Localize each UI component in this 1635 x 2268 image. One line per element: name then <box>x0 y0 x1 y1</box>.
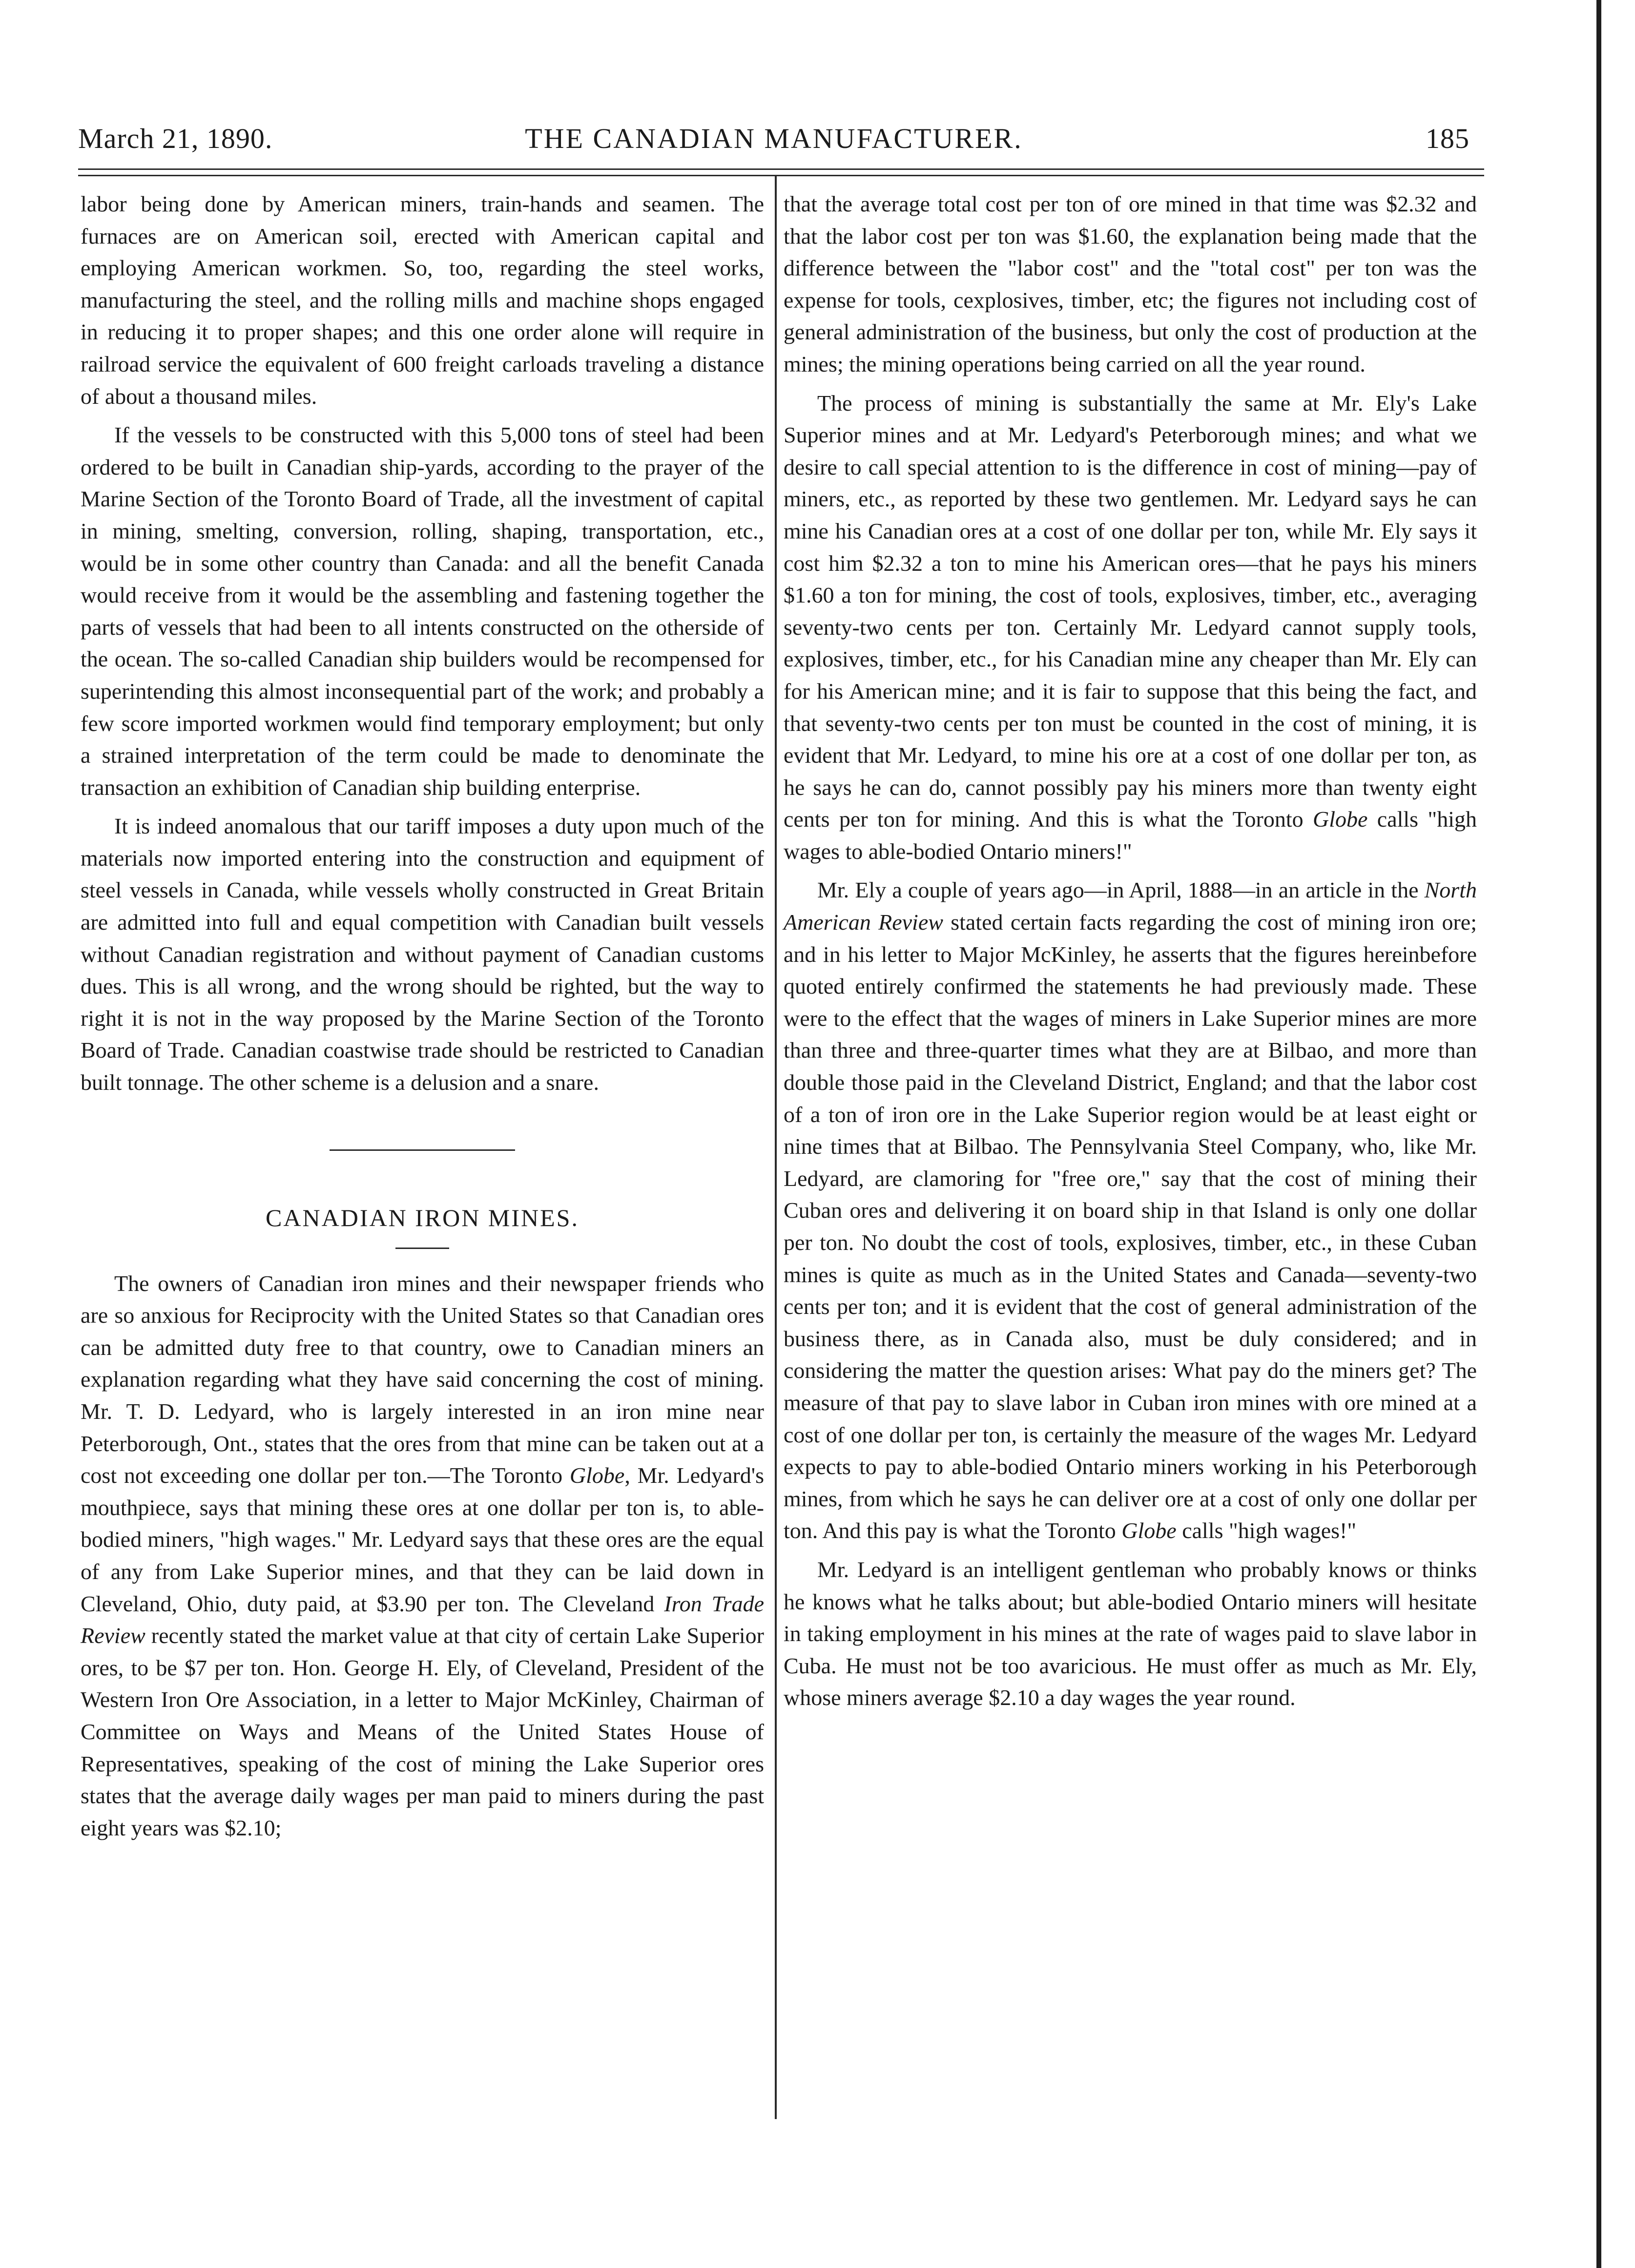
heading-underline-rule <box>395 1248 449 1249</box>
newspaper-name: Globe <box>1313 807 1368 832</box>
page-header <box>78 122 1469 161</box>
paragraph: Mr. Ledyard is an intelligent gentleman who probably knows or thinks he knows what he talks about; but able-bodied Ontario miners will hesitate in taking employment in his mines at the rate of wages paid to slave labor in Cuba. He must not be too avaricious. He must offer as much as Mr. Ely, whose miners average $2.10 a day wages the year round. <box>784 1557 1477 1710</box>
paragraph: The owners of Canadian iron mines and their newspaper friends who are so anxious for Reciprocity with the United States so that Canadian ores can be admitted duty free to that country, owe to Canadian miners an explanation regarding what they have said concerning the cost of mining. Mr. T. D. Ledyard, who is largely interested in an iron mine near Peterborough, Ont., states that the ores from that mine can be taken out at a cost not exceeding one dollar per ton.—The Toronto Globe, Mr. Ledyard's mouthpiece, says that mining these ores at one dollar per ton is, to able-bodied miners, "high wages." Mr. Ledyard says that these ores are the equal of any from Lake Superior mines, and that they can be laid down in Cleveland, Ohio, duty paid, at $3.90 per ton. The Cleveland Iron Trade Review recently stated the market value at that city of certain Lake Superior ores, to be $7 per ton. Hon. George H. Ely, of Cleveland, President of the Western Iron Ore Association, in a letter to Major McKinley, Chairman of Committee on Ways and Means of the United States House of Representatives, speaking of the cost of mining the Lake Superior ores states that the average daily wages per man paid to miners during the past eight years was $2.10; <box>81 1270 764 1840</box>
left-column <box>81 188 764 1844</box>
paragraph: It is indeed anomalous that our tariff imposes a duty upon much of the materials now imported entering into the construction and equipment of steel vessels in Canada, while vessels wholly constructed in Great Britain are admitted into full and equal competition with Canadian built vessels without Canadian registration and without payment of Canadian customs dues. This is all wrong, and the wrong should be righted, but the way to right it is not in the way proposed by the Marine Section of the Toronto Board of Trade. Canadian coastwise trade should be restricted to Canadian built tonnage. The other scheme is a delusion and a snare. <box>81 813 764 1095</box>
newspaper-name: Globe <box>569 1463 625 1488</box>
page-number: 185 <box>1426 123 1469 154</box>
periodical-name: Iron Trade Review <box>81 1591 764 1648</box>
periodical-name: North American Review <box>784 877 1477 935</box>
paragraph: If the vessels to be constructed with this 5,000 tons of steel had been ordered to be built in Canadian ship-yards, according to the prayer of the Marine Section of the Toronto Board of Trade, all the investment of capital in mining, smelting, conversion, rolling, shaping, transportation, etc., would be in some other country than Canada: and all the benefit Canada would receive from it would be the assembling and fastening together the parts of vessels that had been to all intents constructed on the otherside of the ocean. The so-called Canadian ship builders would be recompensed for superintending this almost inconsequential part of the work; and probably a few score imported workmen would find temporary employment; but only a strained interpretation of the term could be made to denominate the transaction an exhibition of Canadian ship building enterprise. <box>81 422 764 800</box>
page-edge-border <box>1596 0 1601 2268</box>
right-column <box>784 188 1477 1714</box>
article-heading: CANADIAN IRON MINES. <box>266 1204 579 1231</box>
paragraph: The process of mining is substantially the same at Mr. Ely's Lake Superior mines and at Mr. Ledyard's Peterborough mines; and what we desire to call special attention to is the difference in cost of mining—pay of miners, etc., as reported by these two gentlemen. Mr. Ledyard says he can mine his Canadian ores at a cost of one dollar per ton, while Mr. Ely says it cost him $2.32 a ton to mine his American ores—that he pays his miners $1.60 a ton for mining, the cost of tools, explosives, timber, etc., averaging seventy-two cents per ton. Certainly Mr. Ledyard cannot supply tools, explosives, timber, etc., for his Canadian mine any cheaper than Mr. Ely can for his American mine; and it is fair to suppose that this being the fact, and that seventy-two cents per ton must be counted in the cost of mining, it is evident that Mr. Ledyard, to mine his ore at a cost of one dollar per ton, as he says he can do, cannot possibly pay his miners more than twenty eight cents per ton for mining. And this is what the Toronto Globe calls "high wages to able-bodied Ontario miners!" <box>784 390 1477 864</box>
paragraph: labor being done by American miners, train-hands and seamen. The furnaces are on American soil, erected with American capital and employing American workmen. So, too, regarding the steel works, manufacturing the steel, and the rolling mills and machine shops engaged in reducing it to proper shapes; and this one order alone will require in railroad service the equivalent of 600 freight carloads traveling a distance of about a thousand miles. <box>81 191 764 409</box>
section-separator-rule <box>330 1149 515 1151</box>
column-divider <box>775 176 777 2119</box>
paragraph: that the average total cost per ton of ore mined in that time was $2.32 and that the labor cost per ton was $1.60, the explanation being made that the difference between the "labor cost" and the "total cost" per ton was the expense for tools, cexplosives, timber, etc; the figures not including cost of general administration of the business, but only the cost of production at the mines; the mining operations being carried on all the year round. <box>784 191 1477 376</box>
paragraph: Mr. Ely a couple of years ago—in April, 1888—in an article in the North American Review stated certain facts regarding the cost of mining iron ore; and in his letter to Major McKinley, he asserts that the figures hereinbefore quoted entirely confirmed the statements he had previously made. These were to the effect that the wages of miners in Lake Superior mines are more than three and three-quarter times what they are at Bilbao, and more than double those paid in the Cleveland District, England; and that the labor cost of a ton of iron ore in the Lake Superior region would be at least eight or nine times that at Bilbao. The Pennsylvania Steel Company, who, like Mr. Ledyard, are clamoring for "free ore," say that the cost of mining their Cuban ores and delivering it on board ship in that Island is only one dollar per ton. No doubt the cost of tools, explosives, timber, etc., in these Cuban mines is quite as much as in the United States and Canada—seventy-two cents per ton; and it is evident that the cost of general administration of the business there, as in Canada also, must be duly considered; and in considering the matter the question arises: What pay do the miners get? The measure of that pay to slave labor in Cuban iron mines with ore mined at a cost of one dollar per ton, is certainly the measure of the wages Mr. Ledyard expects to pay to able-bodied Ontario miners working in his Peterborough mines, from which he says he can deliver ore at a cost of only one dollar per ton. And this pay is what the Toronto Globe calls "high wages!" <box>784 877 1477 1543</box>
issue-date: March 21, 1890. <box>78 123 273 154</box>
newspaper-name: Globe <box>1121 1518 1177 1543</box>
publication-title: THE CANADIAN MANUFACTURER. <box>525 123 1023 154</box>
header-double-rule <box>78 168 1484 176</box>
